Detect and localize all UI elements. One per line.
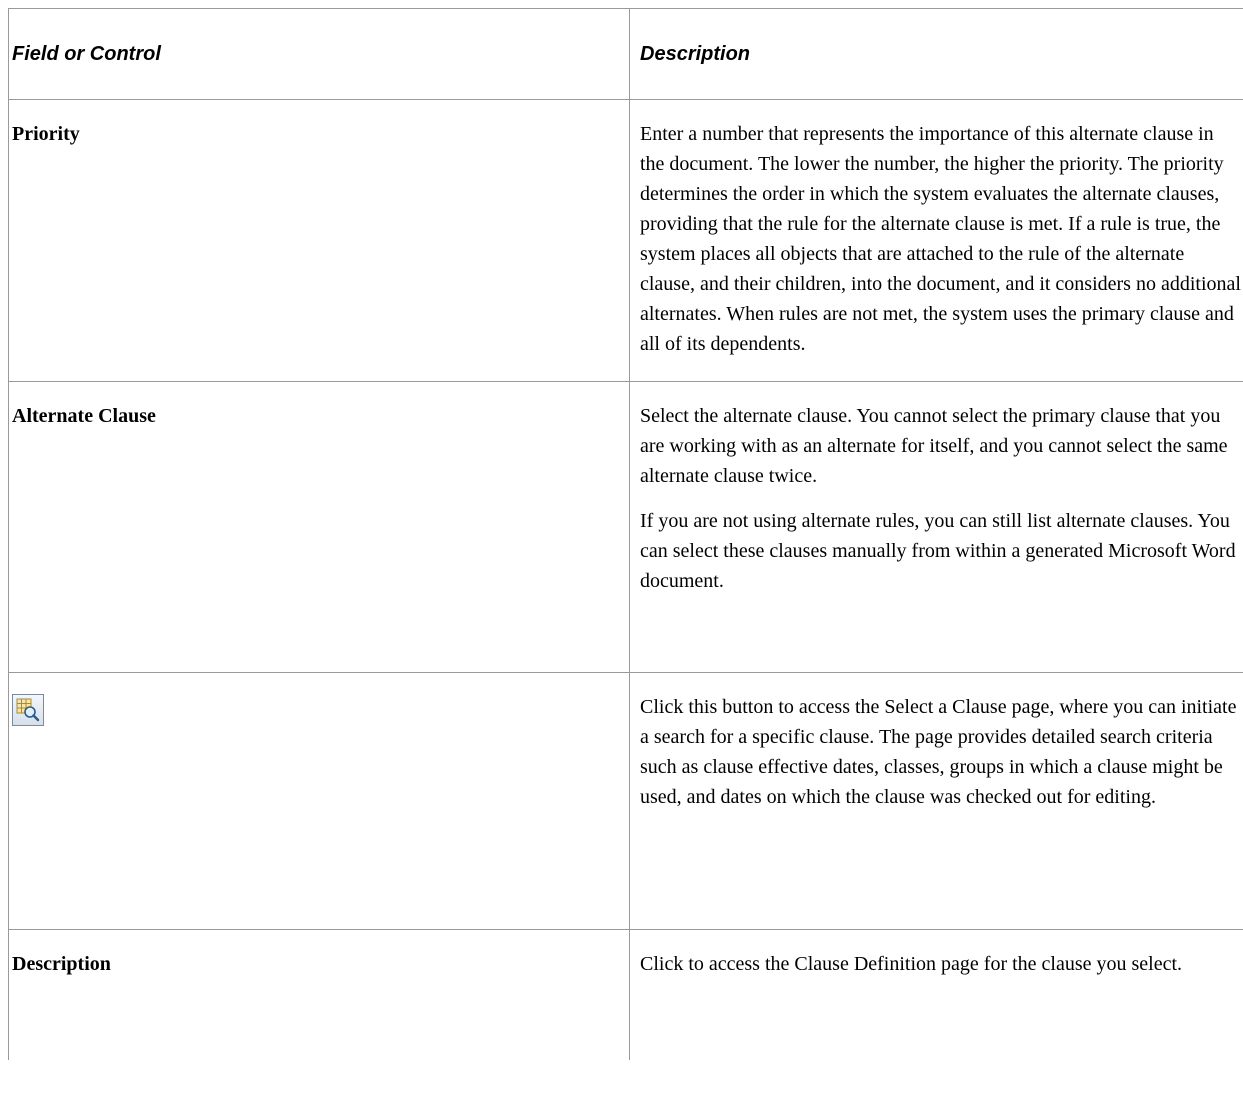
description-paragraph: If you are not using alternate rules, you can still list alternate clauses. You can select these clauses manually from within a generated Microsoft Word document.: [640, 510, 1236, 592]
field-name-description: Description: [9, 930, 630, 1061]
field-description: [630, 930, 1243, 1061]
table-header-row: [9, 9, 1243, 100]
header-description: Description: [630, 9, 1243, 100]
description-paragraph: Enter a number that represents the importance of this alternate clause in the document. The lower the number, the higher the priority. The priority determines the order in which the system evaluates the alternate clauses, providing that the rule for the alternate clause is met. If a rule is true, the system places all objects that are attached to the rule of the alternate clause, and their children, into the document, and it considers no additional alternates. When rules are not met, the system uses the primary clause and all of its dependents.: [640, 123, 1241, 355]
field-name-alternate-clause: Alternate Clause: [9, 382, 630, 673]
field-name-priority: Priority: [9, 100, 630, 382]
field-icon-cell: [9, 673, 630, 930]
table-row: [9, 930, 1243, 1061]
description-paragraph: Select the alternate clause. You cannot select the primary clause that you are working with as an alternate for itself, and you cannot select the same alternate clause twice.: [640, 405, 1228, 487]
field-description: [630, 382, 1243, 673]
description-paragraph: Click to access the Clause Definition page for the clause you select.: [640, 953, 1183, 975]
grid-search-icon[interactable]: [12, 694, 44, 726]
field-description-table: [8, 8, 1243, 1060]
table-row: [9, 673, 1243, 930]
field-description: [630, 673, 1243, 930]
header-field-or-control: Field or Control: [9, 9, 630, 100]
field-description: [630, 100, 1243, 382]
description-paragraph: Click this button to access the Select a Clause page, where you can initiate a search for a specific clause. The page provides detailed search criteria such as clause effective dates, classes, groups in which a clause might be used, and dates on which the clause was checked out for editing.: [640, 696, 1237, 808]
table-row: [9, 100, 1243, 382]
table-row: [9, 382, 1243, 673]
